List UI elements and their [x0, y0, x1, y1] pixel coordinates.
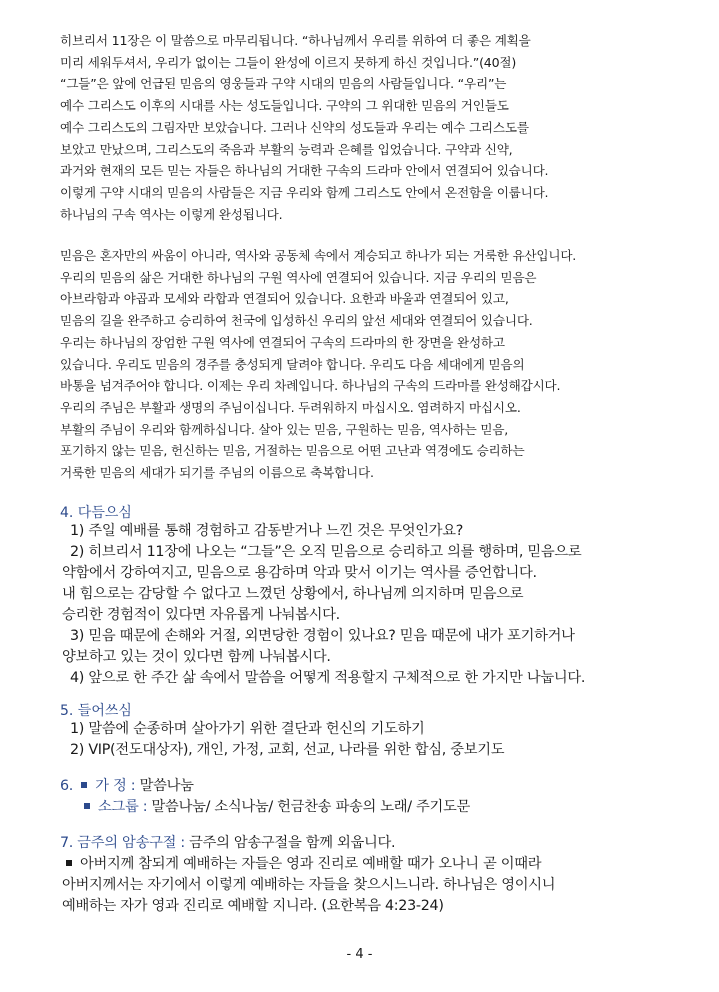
paragraph-faith-legacy — [60, 245, 644, 484]
text-line: 보았고 만났으며, 그리스도의 죽음과 부활의 능력과 은혜를 입었습니다. 구약과 신약, — [60, 141, 513, 157]
section-4-heading: 4. 다듬으심 — [60, 505, 132, 521]
square-bullet-icon — [66, 860, 72, 866]
memory-verse-line — [62, 854, 541, 875]
text-line: 미리 세워두셔서, 우리가 없이는 그들이 완성에 이르지 못하게 하신 것입니다.”(40절) — [60, 54, 517, 70]
section-7-heading-row — [60, 833, 395, 854]
page-number: - 4 - — [346, 947, 373, 962]
question-3-cont: 양보하고 있는 것이 있다면 함께 나눠봅시다. — [62, 649, 331, 665]
memory-verse-line: 아버지께서는 자기에서 이렇게 예배하는 자들을 찾으시느니라. 하나님은 영이시니 — [62, 877, 556, 893]
text-line: 부활의 주님이 우리와 함께하십니다. 살아 있는 믿음, 구원하는 믿음, 역사하는 믿음, — [60, 421, 509, 437]
question-4: 4) 앞으로 한 주간 삶 속에서 말씀을 어떻게 적용할지 구체적으로 한 가지만 나눕니다. — [70, 670, 586, 686]
text-line: 이렇게 구약 시대의 믿음의 사람들은 지금 우리와 함께 그리스도 안에서 온전함을 이룹니다. — [60, 184, 549, 200]
memory-verse-intro: 금주의 암송구절을 함께 외웁니다. — [189, 835, 396, 851]
text-line: 포기하지 않는 믿음, 헌신하는 믿음, 거절하는 믿음으로 어떤 고난과 역경에도 승리하는 — [60, 443, 525, 459]
text-line: 우리의 주님은 부활과 생명의 주님이십니다. 두려워하지 마십시오. 염려하지 마십시오. — [60, 399, 521, 415]
section-5-heading: 5. 들어쓰심 — [60, 703, 132, 719]
section-6-number: 6. — [60, 778, 74, 794]
smallgroup-label: 소그룹 : — [98, 799, 148, 815]
text-line: “그들”은 앞에 언급된 믿음의 영웅들과 구약 시대의 믿음의 사람들입니다. “우리”는 — [60, 76, 507, 92]
question-2: 2) 히브리서 11장에 나오는 “그들”은 오직 믿음으로 승리하고 의를 행하며, 믿음으로 — [70, 544, 582, 560]
text-line: 하나님의 구속 역사는 이렇게 완성됩니다. — [60, 206, 283, 222]
text-line: 거룩한 믿음의 세대가 되기를 주님의 이름으로 축복합니다. — [60, 465, 374, 481]
square-bullet-icon — [81, 782, 87, 788]
smallgroup-value: 말씀나눔/ 소식나눔/ 헌금찬송 파송의 노래/ 주기도문 — [151, 799, 471, 815]
text-line: 과거와 현재의 모든 믿는 자들은 하나님의 거대한 구속의 드라마 안에서 연결되어 있습니다. — [60, 163, 549, 179]
text-line: 예수 그리스도 이후의 시대를 사는 성도들입니다. 구약의 그 위대한 믿음의 거인들도 — [60, 98, 509, 114]
text-line: 우리는 하나님의 장엄한 구원 역사에 연결되어 구속의 드라마의 한 장면을 완성하고 — [60, 334, 505, 350]
text-line: 믿음은 혼자만의 싸움이 아니라, 역사와 공동체 속에서 계승되고 하나가 되는 거룩한 유산입니다. — [60, 248, 577, 263]
text-line: 아브라함과 야곱과 모세와 라합과 연결되어 있습니다. 요한과 바울과 연결되어 있고, — [60, 291, 509, 307]
section-6-row-family — [60, 776, 194, 797]
square-bullet-icon — [84, 803, 90, 809]
family-value: 말씀나눔 — [139, 778, 194, 794]
memory-verse-text: 아버지께 참되게 예배하는 자들은 영과 진리로 예배할 때가 오나니 곧 이때라 — [80, 856, 542, 872]
text-line: 우리의 믿음의 삶은 거대한 하나님의 구원 역사에 연결되어 있습니다. 지금 우리의 믿음은 — [60, 269, 537, 285]
prayer-item-1: 1) 말씀에 순종하며 살아가기 위한 결단과 헌신의 기도하기 — [70, 721, 425, 737]
paragraph-hebrews-conclusion — [60, 30, 644, 225]
memory-verse-line: 예배하는 자가 영과 진리로 예배할 지니라. (요한복음 4:23-24) — [62, 898, 444, 914]
text-line: 있습니다. 우리도 믿음의 경주를 충성되게 달려야 합니다. 우리도 다음 세대에게 믿음의 — [60, 356, 525, 372]
family-label: 가 정 : — [95, 778, 136, 794]
question-2-cont: 승리한 경험적이 있다면 자유롭게 나눠봅시다. — [62, 607, 340, 623]
text-line: 믿음의 길을 완주하고 승리하여 천국에 입성하신 우리의 앞선 세대와 연결되어 있습니다. — [60, 313, 533, 329]
question-2-cont: 약함에서 강하여지고, 믿음으로 용감하며 악과 맞서 이기는 역사를 증언합니다. — [62, 565, 537, 581]
text-line: 예수 그리스도의 그림자만 보았습니다. 그러나 신약의 성도들과 우리는 예수 그리스도를 — [60, 119, 529, 135]
text-line: 바통을 넘겨주어야 합니다. 이제는 우리 차례입니다. 하나님의 구속의 드라마를 완성해갑시다. — [60, 378, 561, 394]
section-7-heading: 7. 금주의 암송구절 : — [60, 835, 185, 851]
section-6-row-smallgroup — [80, 797, 470, 818]
question-2-cont: 내 힘으로는 감당할 수 없다고 느꼈던 상황에서, 하나님께 의지하며 믿음으로 — [62, 586, 524, 602]
question-1: 1) 주일 예배를 통해 경험하고 감동받거나 느낀 것은 무엇인가요? — [70, 523, 464, 539]
text-line: 히브리서 11장은 이 말씀으로 마무리됩니다. “하나님께서 우리를 위하여 더 좋은 계획을 — [60, 33, 531, 48]
prayer-item-2: 2) VIP(전도대상자), 개인, 가정, 교회, 선교, 나라를 위한 합심, 중보기도 — [70, 742, 505, 758]
question-3: 3) 믿음 때문에 손해와 거절, 외면당한 경험이 있나요? 믿음 때문에 내가 포기하거나 — [70, 628, 575, 644]
